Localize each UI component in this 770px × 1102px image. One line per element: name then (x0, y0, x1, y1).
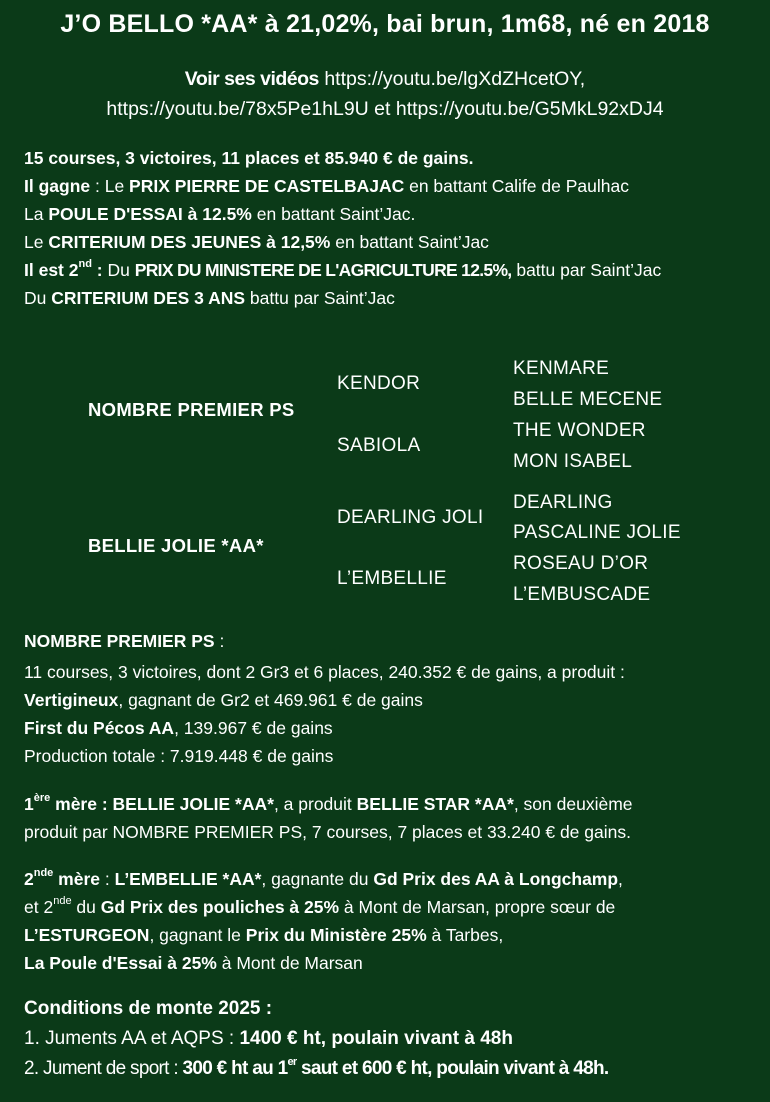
mere2-line-1: 2nde mère : L’EMBELLIE *AA*, gagnante du Gd Prix des AA à Longchamp, (24, 867, 623, 889)
video-link-1[interactable]: https://youtu.be/lgXdZHcetOY, (324, 68, 586, 90)
race-ministere-detail: battu par Saint’Jac (511, 260, 662, 280)
sibling-race: Prix du Ministère 25% (245, 925, 427, 945)
conditions-heading: Conditions de monte 2025 : (24, 998, 273, 1019)
pedigree-g3-3: THE WONDER (513, 420, 646, 441)
condition-2: 2. Jument de sport : 300 € ht au 1er saut et 600 € ht, poulain vivant à 48h. (24, 1056, 609, 1079)
offspring-name: First du Pécos AA (24, 718, 175, 738)
video-link-2[interactable]: https://youtu.be/78x5Pe1hL9U (106, 98, 369, 120)
mere2-line-3: L’ESTURGEON, gagnant le Prix du Ministère 25% à Tarbes, (24, 925, 504, 945)
career-summary: 15 courses, 3 victoires, 11 places et 85.940 € de gains. (24, 148, 474, 168)
pedigree-g3-4: MON ISABEL (513, 451, 633, 472)
mere1-label: 1ère mère : BELLIE JOLIE *AA* (24, 792, 274, 814)
pedigree-dam-dam: L’EMBELLIE (337, 568, 447, 589)
race-poule-essai-detail: en battant Saint’Jac. (251, 204, 416, 224)
win-sep: : Le (90, 176, 130, 196)
mere2-race-2: Gd Prix des pouliches à 25% (100, 897, 340, 917)
mere2-label: 2nde mère (24, 867, 100, 889)
condition-1-price: 1400 € ht, poulain vivant à 48h (239, 1028, 513, 1049)
video-link-3[interactable]: https://youtu.be/G5MkL92xDJ4 (395, 98, 664, 120)
prefix: La (24, 204, 49, 224)
pedigree-g3-5: DEARLING (513, 492, 613, 513)
offspring-name: Vertigineux (24, 690, 119, 710)
second-label: Il est 2nd : (24, 258, 103, 280)
prefix: Le (24, 232, 49, 252)
mere1-line-2: produit par NOMBRE PREMIER PS, 7 courses, 7 places et 33.240 € de gains. (24, 822, 631, 842)
sire-production-total: Production totale : 7.919.448 € de gains (24, 746, 334, 766)
sire-heading: NOMBRE PREMIER PS : (24, 631, 225, 651)
career-line-second-2 (24, 288, 395, 309)
pedigree-dam-sire: DEARLING JOLI (337, 507, 484, 528)
career-line-second-1 (24, 260, 661, 281)
race-castelbajac-detail: en battant Calife de Paulhac (404, 176, 629, 196)
pedigree-sire-dam: SABIOLA (337, 435, 421, 456)
race-criterium-3ans-detail: battu par Saint’Jac (245, 288, 395, 308)
race-castelbajac: PRIX PIERRE DE CASTELBAJAC (129, 176, 405, 196)
condition-2-price: 300 € ht au 1er saut et 600 € ht, poulain vivant à 48h. (182, 1056, 609, 1079)
videos-label: Voir ses vidéos (184, 68, 319, 90)
offspring-detail: , 139.967 € de gains (174, 718, 333, 738)
sibling-name: L’ESTURGEON (24, 925, 150, 945)
pedigree-sire: NOMBRE PREMIER PS (88, 399, 295, 420)
videos-joiner: et (374, 98, 391, 120)
pedigree-g3-1: KENMARE (513, 358, 610, 379)
prefix: Du (24, 288, 52, 308)
race-poule-essai: POULE D'ESSAI à 12.5% (48, 204, 252, 224)
mere2-name: L’EMBELLIE *AA* (114, 869, 262, 889)
prefix: Du (102, 260, 135, 280)
pedigree-g3-8: L’EMBUSCADE (513, 584, 651, 605)
win-label: Il gagne (24, 176, 91, 196)
condition-1: 1. Juments AA et AQPS : 1400 € ht, poulain vivant à 48h (24, 1028, 513, 1049)
mere2-line-4: La Poule d'Essai à 25% à Mont de Marsan (24, 953, 363, 973)
mere1-line-1: 1ère mère : BELLIE JOLIE *AA*, a produit BELLIE STAR *AA*, son deuxième (24, 792, 633, 814)
race-criterium-3ans: CRITERIUM DES 3 ANS (51, 288, 246, 308)
mere1-produce: BELLIE STAR *AA* (356, 794, 514, 814)
race-ministere: PRIX DU MINISTERE DE L'AGRICULTURE 12.5%, (134, 260, 512, 280)
career-line-win-2 (24, 204, 415, 225)
race-criterium-jeunes: CRITERIUM DES JEUNES à 12,5% (48, 232, 331, 252)
race-criterium-jeunes-detail: en battant Saint’Jac (330, 232, 489, 252)
mere2-race: Gd Prix des AA à Longchamp (373, 869, 619, 889)
sire-record: 11 courses, 3 victoires, dont 2 Gr3 et 6 places, 240.352 € de gains, a produit : (24, 662, 625, 682)
videos-line-2 (0, 94, 770, 124)
videos-line-1 (0, 64, 770, 94)
offspring-detail: , gagnant de Gr2 et 469.961 € de gains (118, 690, 423, 710)
page-title: J’O BELLO *AA* à 21,02%, bai brun, 1m68, né en 2018 (60, 10, 710, 38)
career-line-win-3 (24, 232, 489, 253)
sire-offspring-2 (24, 718, 333, 739)
career-line-win-1 (24, 176, 629, 197)
pedigree-g3-7: ROSEAU D’OR (513, 553, 649, 574)
videos-block (0, 64, 770, 124)
pedigree-dam: BELLIE JOLIE *AA* (88, 535, 264, 556)
sibling-race-2: La Poule d'Essai à 25% (24, 953, 217, 973)
pedigree-g3-2: BELLE MECENE (513, 389, 663, 410)
mere2-line-2: et 2nde du Gd Prix des pouliches à 25% à Mont de Marsan, propre sœur de (24, 895, 616, 917)
sire-offspring-1 (24, 690, 423, 711)
pedigree-g3-6: PASCALINE JOLIE (513, 522, 681, 543)
pedigree-sire-sire: KENDOR (337, 373, 421, 394)
